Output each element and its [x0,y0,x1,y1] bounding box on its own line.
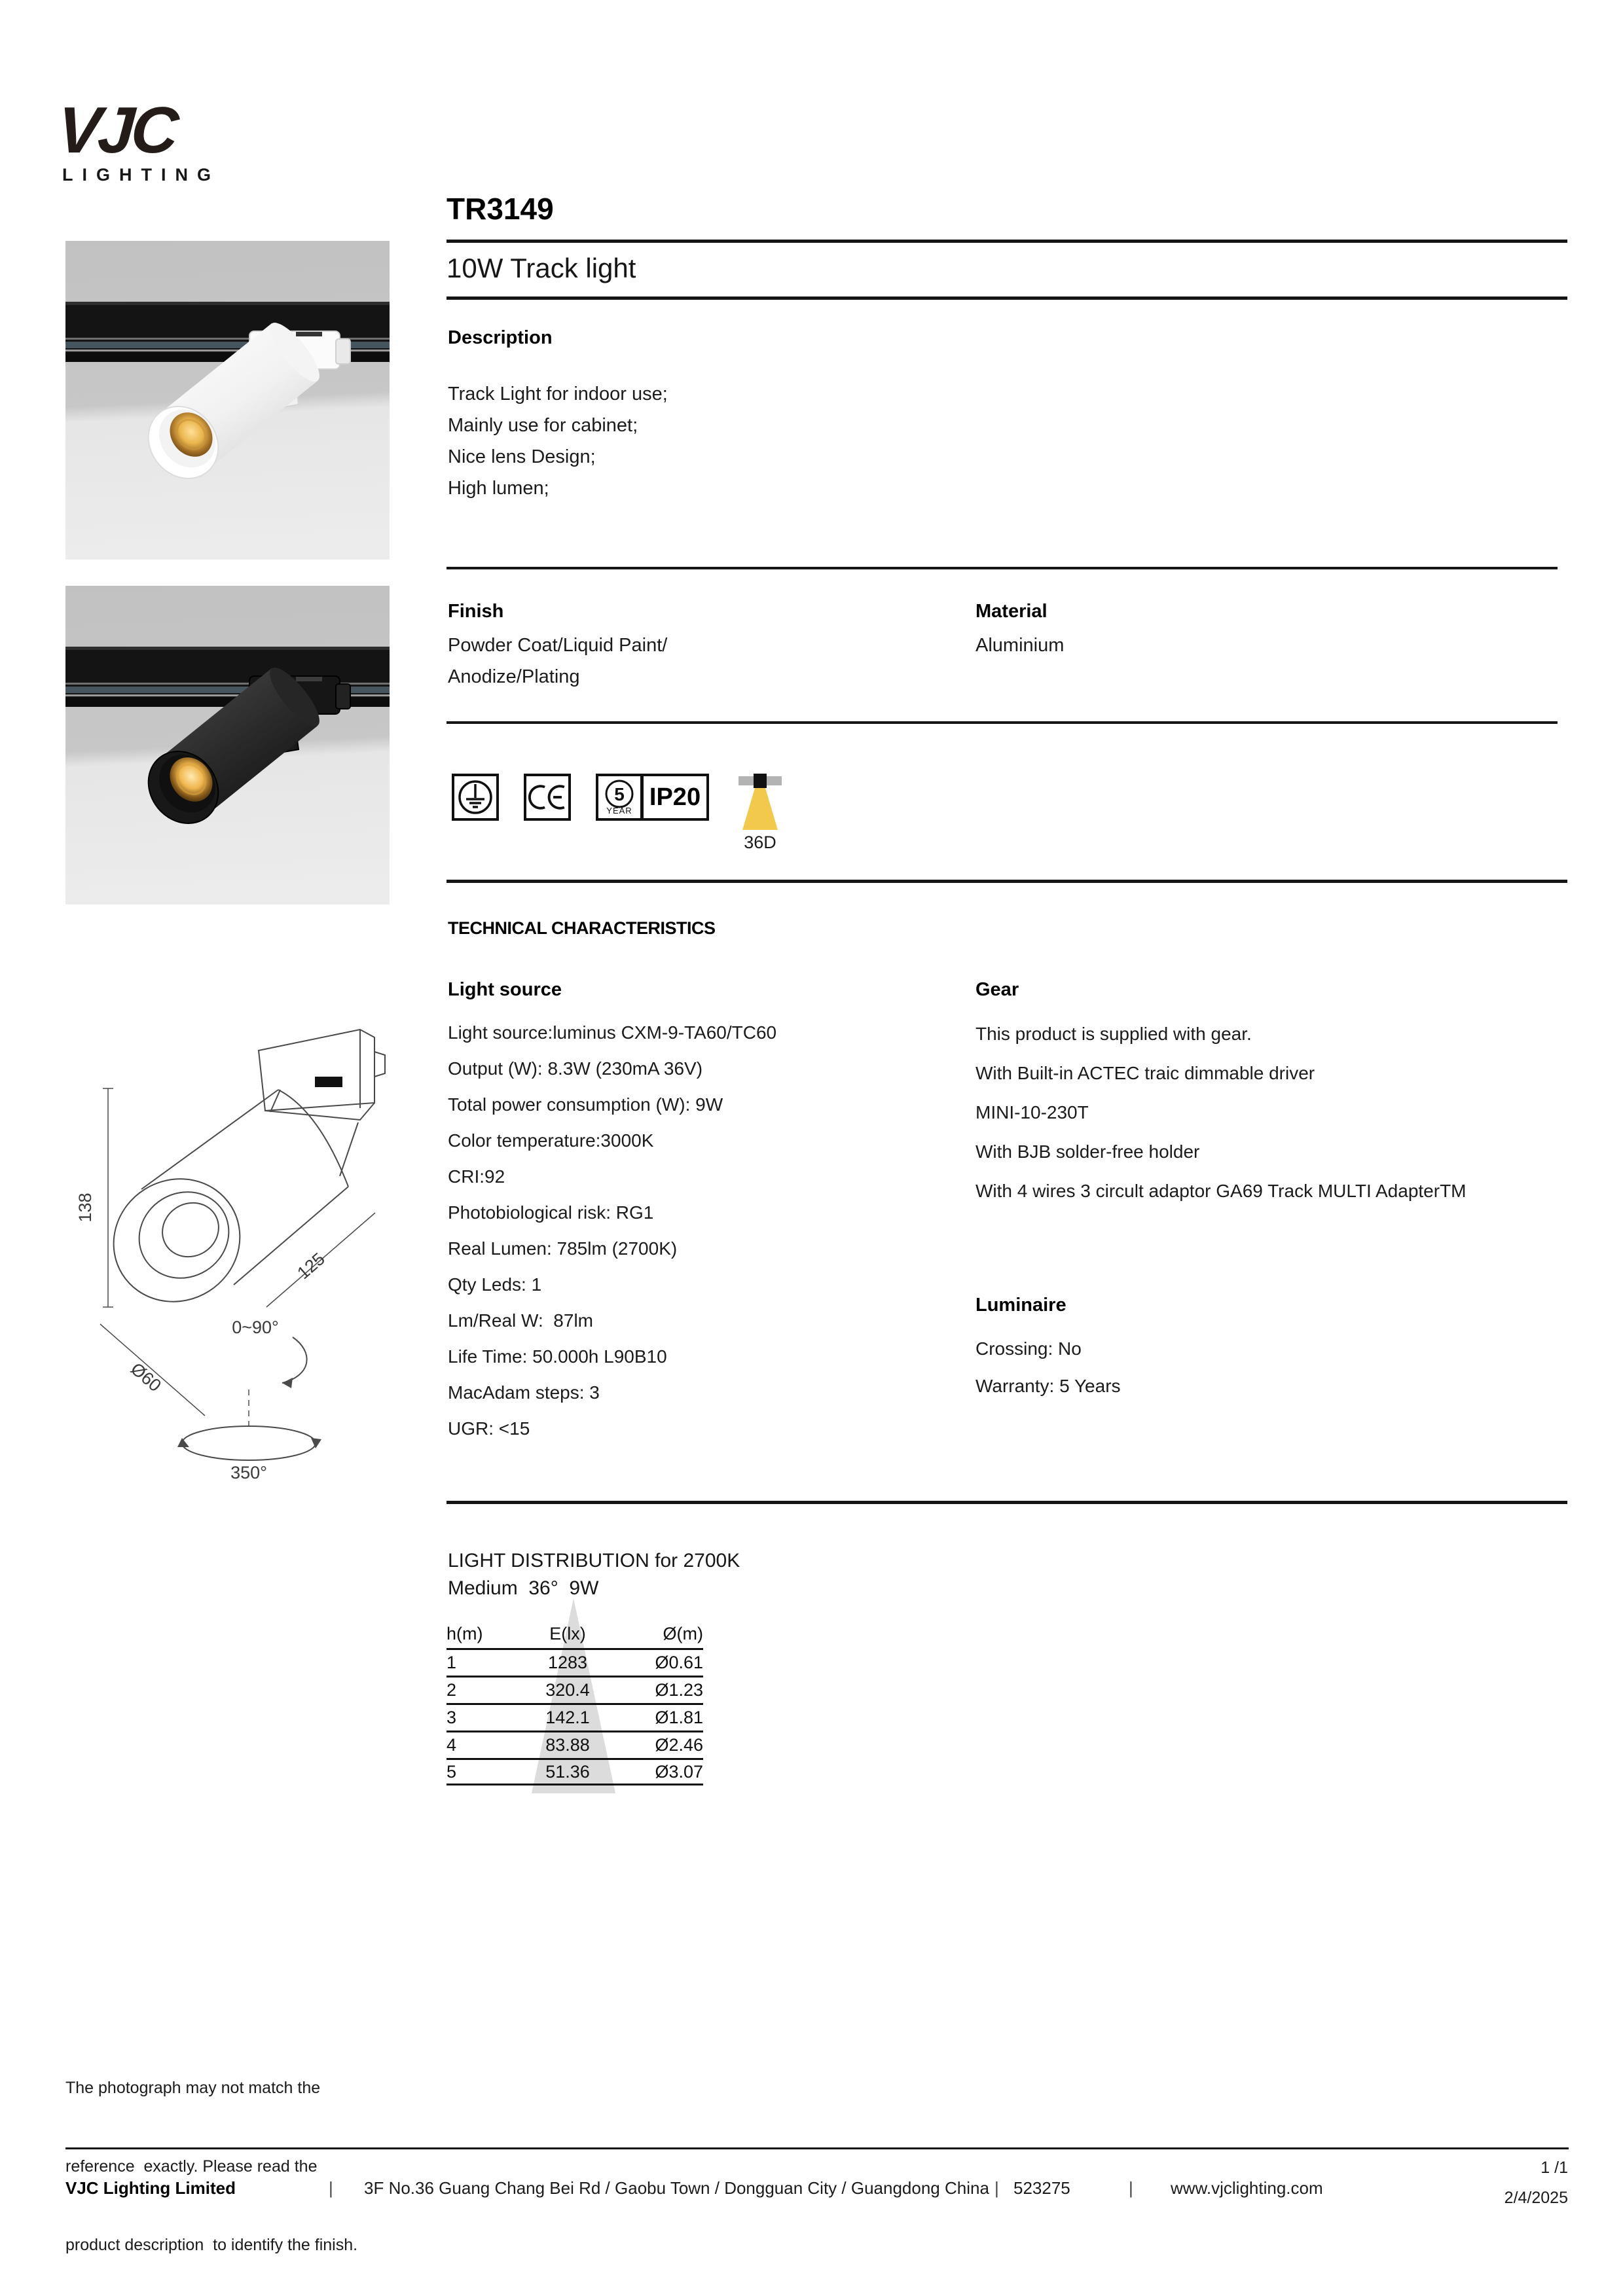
gear-item: With 4 wires 3 circult adaptor GA69 Track MULTI AdapterTM [976,1181,1467,1201]
cell-lux: 1283 [547,1653,588,1672]
divider [447,721,1558,724]
gear-item: MINI-10-230T [976,1102,1089,1122]
luminaire-item: Crossing: No [976,1338,1082,1359]
gear-list [976,1014,1467,1211]
luminaire-heading: Luminaire [976,1295,1067,1316]
light-source-item: CRI:92 [448,1166,505,1187]
product-photo-white [65,241,390,560]
table-row [447,1731,703,1758]
description-line: Mainly use for cabinet; [448,415,638,436]
column-header: E(lx) [549,1623,586,1643]
dimension-drawing [62,1011,393,1492]
dim-rotation-label: 350° [230,1463,267,1482]
dim-tilt-label: 0~90° [232,1318,279,1337]
dim-diameter-label: Ø60 [126,1359,166,1396]
cell-height: 5 [447,1761,457,1782]
footer-website: www.vjclighting.com [1171,2178,1323,2198]
class-1-earth-icon [452,774,499,821]
description-line: High lumen; [448,478,549,499]
light-source-item: UGR: <15 [448,1418,530,1439]
light-source-item: Real Lumen: 785lm (2700K) [448,1238,678,1259]
light-source-item: Life Time: 50.000h L90B10 [448,1346,667,1367]
cell-lux: 51.36 [545,1761,590,1782]
beam-angle-label: 36D [744,833,776,852]
description-line: Nice lens Design; [448,446,596,467]
brand-logo: VJC [55,94,178,167]
cell-diameter: Ø1.23 [655,1680,703,1700]
light-source-item: Output (W): 8.3W (230mA 36V) [448,1058,703,1079]
footer-separator: | [329,2178,333,2198]
cell-lux: 83.88 [545,1735,590,1755]
beam-cone-icon [737,770,783,835]
photo-disclaimer [65,2022,357,2296]
table-row [447,1703,703,1731]
track-light-white-image [65,241,390,560]
light-source-heading: Light source [448,979,562,1000]
disclaimer-line: reference exactly. Please read the [65,2157,318,2176]
light-source-item: Photobiological risk: RG1 [448,1202,654,1223]
light-source-item: Total power consumption (W): 9W [448,1094,723,1115]
footer-separator: | [994,2178,999,2198]
light-source-item: Qty Leds: 1 [448,1274,542,1295]
track-light-black-image [65,586,390,905]
description-line: Track Light for indoor use; [448,384,668,404]
cell-diameter: Ø2.46 [655,1735,703,1755]
material-value: Aluminium [976,635,1065,656]
footer-postal-code: 523275 [1013,2178,1070,2198]
ip20-badge: IP20 [641,774,709,821]
five-year-symbol-icon [598,776,640,818]
finish-line: Anodize/Plating [448,666,580,687]
cell-diameter: Ø3.07 [655,1761,703,1782]
five-year-warranty-icon [596,774,643,821]
page-title: 10W Track light [447,253,636,283]
distribution-subtitle: Medium 36° 9W [448,1577,599,1599]
description-heading: Description [448,327,553,348]
table-header-row [447,1619,703,1648]
gear-item: With Built-in ACTEC traic dimmable driver [976,1063,1315,1083]
product-photo-black [65,586,390,905]
cell-lux: 320.4 [545,1680,590,1700]
light-source-item: MacAdam steps: 3 [448,1382,600,1403]
dim-length-label: 125 [293,1249,329,1283]
gear-item: With BJB solder-free holder [976,1141,1200,1162]
footer-company: VJC Lighting Limited [65,2178,236,2198]
footer-divider [65,2147,1569,2149]
material-heading: Material [976,601,1048,622]
earth-symbol-icon [454,776,496,818]
description-text [448,378,668,504]
finish-heading: Finish [448,601,504,622]
divider [447,240,1567,243]
page-number: 1 /1 [1541,2159,1568,2177]
footer-separator: | [1129,2178,1133,2198]
cell-diameter: Ø1.81 [655,1708,703,1727]
cell-height: 4 [447,1735,457,1755]
ce-symbol-icon [527,783,568,812]
table-row [447,1758,703,1785]
document-date: 2/4/2025 [1504,2189,1568,2207]
footer-address: 3F No.36 Guang Chang Bei Rd / Gaobu Town / Dongguan City / Guangdong China [364,2178,989,2198]
luminaire-list [976,1330,1121,1405]
disclaimer-line: product description to identify the finish. [65,2236,358,2254]
luminaire-item: Warranty: 5 Years [976,1376,1121,1396]
divider [447,296,1567,300]
finish-line: Powder Coat/Liquid Paint/ [448,635,668,656]
column-header: Ø(m) [663,1623,703,1643]
gear-heading: Gear [976,979,1019,1000]
light-source-item: Light source:luminus CXM-9-TA60/TC60 [448,1022,777,1043]
technical-heading: TECHNICAL CHARACTERISTICS [448,918,716,938]
ce-mark-icon [524,774,571,821]
table-row [447,1676,703,1703]
finish-text [448,630,667,692]
cell-height: 3 [447,1708,457,1727]
beam-angle-icon [737,770,783,835]
gear-item: This product is supplied with gear. [976,1024,1252,1044]
divider [447,1501,1567,1504]
divider [447,880,1567,883]
distribution-table [447,1619,703,1785]
light-source-list [448,1014,776,1446]
column-header: h(m) [447,1623,483,1643]
cell-lux: 142.1 [545,1708,590,1727]
light-source-item: Lm/Real W: 87lm [448,1310,593,1331]
svg-text:5: 5 [614,784,625,804]
brand-logo-subtitle: LIGHTING [62,165,220,185]
light-source-item: Color temperature:3000K [448,1130,654,1151]
divider [447,567,1558,569]
dimension-drawing-image [62,1011,393,1489]
cell-height: 2 [447,1680,457,1700]
svg-text:YEAR: YEAR [606,806,632,816]
cell-height: 1 [447,1653,457,1672]
model-number: TR3149 [447,192,554,226]
distribution-title: LIGHT DISTRIBUTION for 2700K [448,1550,740,1571]
disclaimer-line: The photograph may not match the [65,2079,321,2097]
table-row [447,1648,703,1676]
cell-diameter: Ø0.61 [655,1653,703,1672]
dim-height-label: 138 [75,1193,95,1223]
